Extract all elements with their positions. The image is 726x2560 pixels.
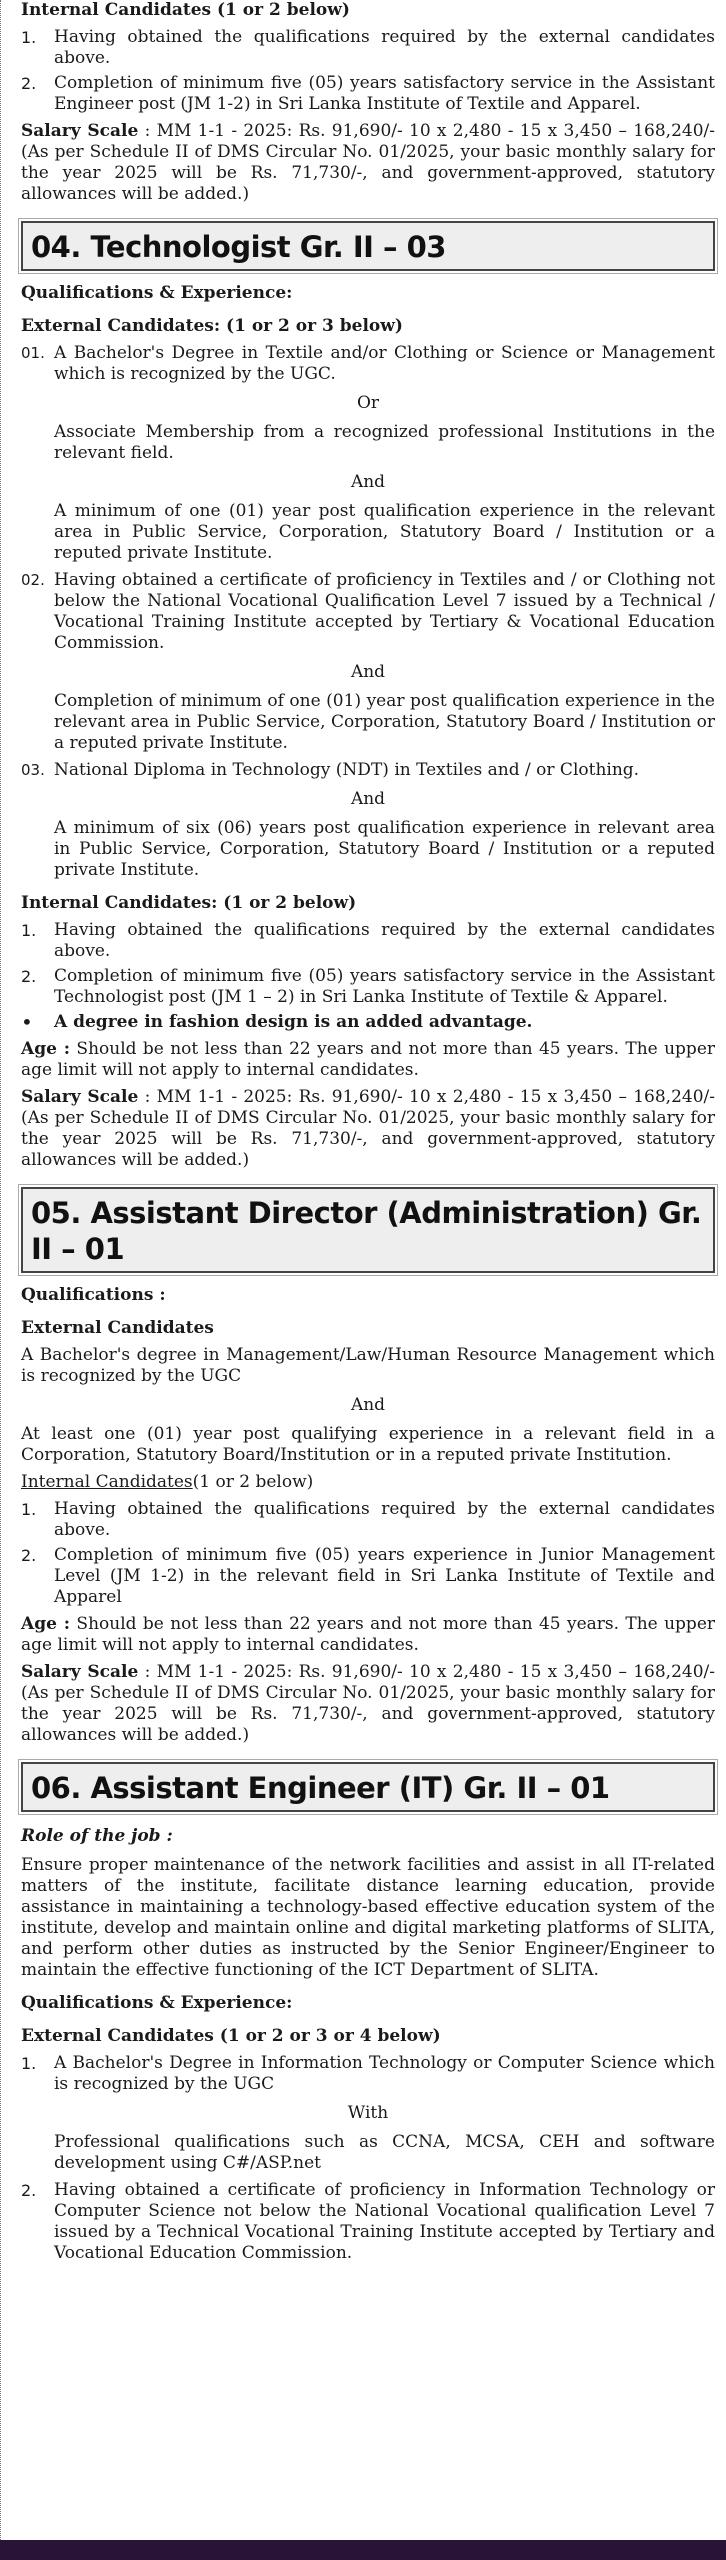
age-text: Should be not less than 22 years and not more than 45 years. The upper age limit will not apply to internal candidates. <box>21 1039 716 1080</box>
list-item <box>21 1545 715 1608</box>
s4-ext1-alt: Associate Membership from a recognized professional Institutions in the relevant field. <box>54 422 715 463</box>
list-text: A Bachelor's Degree in Information Technology or Computer Science which is recognized by the UGC <box>54 2053 715 2094</box>
s5-external-heading: External Candidates <box>21 1318 214 1338</box>
s5-qual-heading: Qualifications : <box>21 1285 166 1305</box>
and-separator: And <box>350 1395 386 1415</box>
or-separator: Or <box>356 393 380 413</box>
list-item <box>21 760 715 781</box>
bullet-icon: • <box>21 1010 33 1034</box>
list-number: 1. <box>21 921 37 940</box>
s4-ext3-exp: A minimum of six (06) years post qualification experience in relevant area in Public Service, Corporation, Statutory Board / Institution or a reputed private Institute. <box>54 818 715 880</box>
s3-internal-list <box>21 27 715 115</box>
list-text: Having obtained a certificate of proficiency in Textiles and / or Clothing not below the National Vocational Qualification Level 7 issued by a Technical / Vocational Training Institute accepted by Tertiary & Vocational Education Commission. <box>54 570 715 653</box>
s5-salary <box>21 1662 715 1746</box>
s5-age <box>21 1614 715 1656</box>
s4-external-heading: External Candidates: (1 or 2 or 3 below) <box>21 316 403 336</box>
age-label: Age : <box>21 1039 71 1059</box>
list-number: 01. <box>21 344 45 362</box>
s5-ext-text: A Bachelor's degree in Management/Law/Human Resource Management which is recognized by the UGC <box>21 1345 715 1386</box>
s4-qual-heading: Qualifications & Experience: <box>21 283 293 303</box>
list-number: 02. <box>21 571 45 589</box>
s6-role-heading: Role of the job : <box>21 1826 173 1846</box>
document-content <box>21 0 715 2264</box>
internal-suffix: (1 or 2 below) <box>192 1472 314 1492</box>
age-text: Should be not less than 22 years and not more than 45 years. The upper age limit will not apply to internal candidates. <box>21 1614 716 1655</box>
list-text: Completion of minimum five (05) years satisfactory service in the Assistant Technologist post (JM 1 – 2) in Sri Lanka Institute of Textile & Apparel. <box>54 966 715 1007</box>
list-text: Completion of minimum five (05) years satisfactory service in the Assistant Engineer post (JM 1-2) in Sri Lanka Institute of Textile and Apparel. <box>54 73 715 114</box>
list-text: Completion of minimum five (05) years experience in Junior Management Level (JM 1-2) in the relevant field in Sri Lanka Institute of Textile and Apparel <box>54 1545 715 1607</box>
s6-qual-heading: Qualifications & Experience: <box>21 1993 293 2013</box>
and-separator: And <box>350 789 386 809</box>
s6-external-heading: External Candidates (1 or 2 or 3 or 4 below) <box>21 2026 441 2046</box>
list-item <box>21 27 715 69</box>
s5-ext-exp: At least one (01) year post qualifying experience in a relevant field in a Corporation, Statutory Board/Institution or in a reputed private Institution. <box>21 1424 715 1465</box>
s6-role-text: Ensure proper maintenance of the network facilities and assist in all IT-related matters of the institute, facilitate distance learning education, provide assistance in maintaining a technology-based effective education system of the institute, develop and maintain online and digital marketing platforms of SLITA, and perform other duties as instructed by the Senior Engineer/Engineer to maintain the effective functioning of the ICT Department of SLITA. <box>21 1855 715 1980</box>
s5-internal-list <box>21 1499 715 1608</box>
s4-salary <box>21 1087 715 1171</box>
list-item <box>21 570 715 654</box>
salary-text: : MM 1-1 - 2025: Rs. 91,690/- 10 x 2,480 - 15 x 3,450 – 168,240/- (As per Schedule II of DMS Circular No. 01/2025, your basic monthly salary for the year 2025 will be Rs. 71,730/-, and government-approved, statutory allowances will be added.) <box>21 1662 715 1745</box>
salary-label: Salary Scale <box>21 1087 139 1107</box>
list-item <box>21 966 715 1008</box>
salary-label: Salary Scale <box>21 1662 139 1682</box>
list-item <box>21 2180 715 2264</box>
s6-ext1-alt: Professional qualifications such as CCNA, MCSA, CEH and software development using C#/ASP.net <box>54 2132 715 2173</box>
list-text: A Bachelor's Degree in Textile and/or Clothing or Science or Management which is recognized by the UGC. <box>54 343 715 384</box>
list-item <box>21 2053 715 2095</box>
internal-label: Internal Candidates <box>21 1472 193 1492</box>
list-text: Having obtained a certificate of proficiency in Information Technology or Computer Science not below the National Vocational qualification Level 7 issued by a Technical Vocational Training Institute accepted by Tertiary and Vocational Education Commission. <box>54 2180 715 2263</box>
s5-title: 05. Assistant Director (Administration) Gr. II – 01 <box>21 1187 715 1273</box>
list-number: 2. <box>21 967 37 986</box>
list-number: 2. <box>21 74 37 93</box>
list-item <box>21 1012 715 1033</box>
s6-title: 06. Assistant Engineer (IT) Gr. II – 01 <box>21 1762 715 1812</box>
list-text: National Diploma in Technology (NDT) in Textiles and / or Clothing. <box>54 760 640 780</box>
salary-label: Salary Scale <box>21 121 139 141</box>
list-item <box>21 920 715 962</box>
list-item <box>21 343 715 385</box>
age-label: Age : <box>21 1614 71 1634</box>
list-item <box>21 1499 715 1541</box>
list-number: 1. <box>21 2054 37 2073</box>
list-text: Having obtained the qualifications required by the external candidates above. <box>54 1499 715 1540</box>
s4-age <box>21 1039 715 1081</box>
list-number: 2. <box>21 1546 37 1565</box>
salary-text: : MM 1-1 - 2025: Rs. 91,690/- 10 x 2,480 - 15 x 3,450 – 168,240/- (As per Schedule II of DMS Circular No. 01/2025, your basic monthly salary for the year 2025 will be Rs. 71,730/-, and government-approved, statutory allowances will be added.) <box>21 121 715 204</box>
list-item <box>21 73 715 115</box>
s4-title: 04. Technologist Gr. II – 03 <box>21 221 715 271</box>
s4-internal-list <box>21 920 715 1033</box>
salary-text: : MM 1-1 - 2025: Rs. 91,690/- 10 x 2,480 - 15 x 3,450 – 168,240/- (As per Schedule II of DMS Circular No. 01/2025, your basic monthly salary for the year 2025 will be Rs. 71,730/-, and government-approved, statutory allowances will be added.) <box>21 1087 715 1170</box>
s4-ext1-exp: A minimum of one (01) year post qualification experience in the relevant area in Public Service, Corporation, Statutory Board / Institution or a reputed private Institute. <box>54 501 715 563</box>
and-separator: And <box>350 662 386 682</box>
list-number: 1. <box>21 28 37 47</box>
list-text: Having obtained the qualifications required by the external candidates above. <box>54 27 715 68</box>
and-separator: And <box>350 472 386 492</box>
s3-salary <box>21 121 715 205</box>
list-number: 03. <box>21 761 45 779</box>
list-number: 2. <box>21 2181 37 2200</box>
s4-ext2-exp: Completion of minimum of one (01) year post qualification experience in the relevant area in Public Service, Corporation, Statutory Board / Institution or a reputed private Institute. <box>54 691 715 753</box>
s3-internal-heading: Internal Candidates (1 or 2 below) <box>21 0 350 20</box>
s4-internal-heading: Internal Candidates: (1 or 2 below) <box>21 893 357 913</box>
bottom-bar <box>0 2540 726 2560</box>
list-number: 1. <box>21 1500 37 1519</box>
list-text: Having obtained the qualifications required by the external candidates above. <box>54 920 715 961</box>
s5-internal-heading <box>21 1472 715 1493</box>
with-separator: With <box>347 2103 389 2123</box>
s4-advantage: A degree in fashion design is an added advantage. <box>54 1012 533 1032</box>
